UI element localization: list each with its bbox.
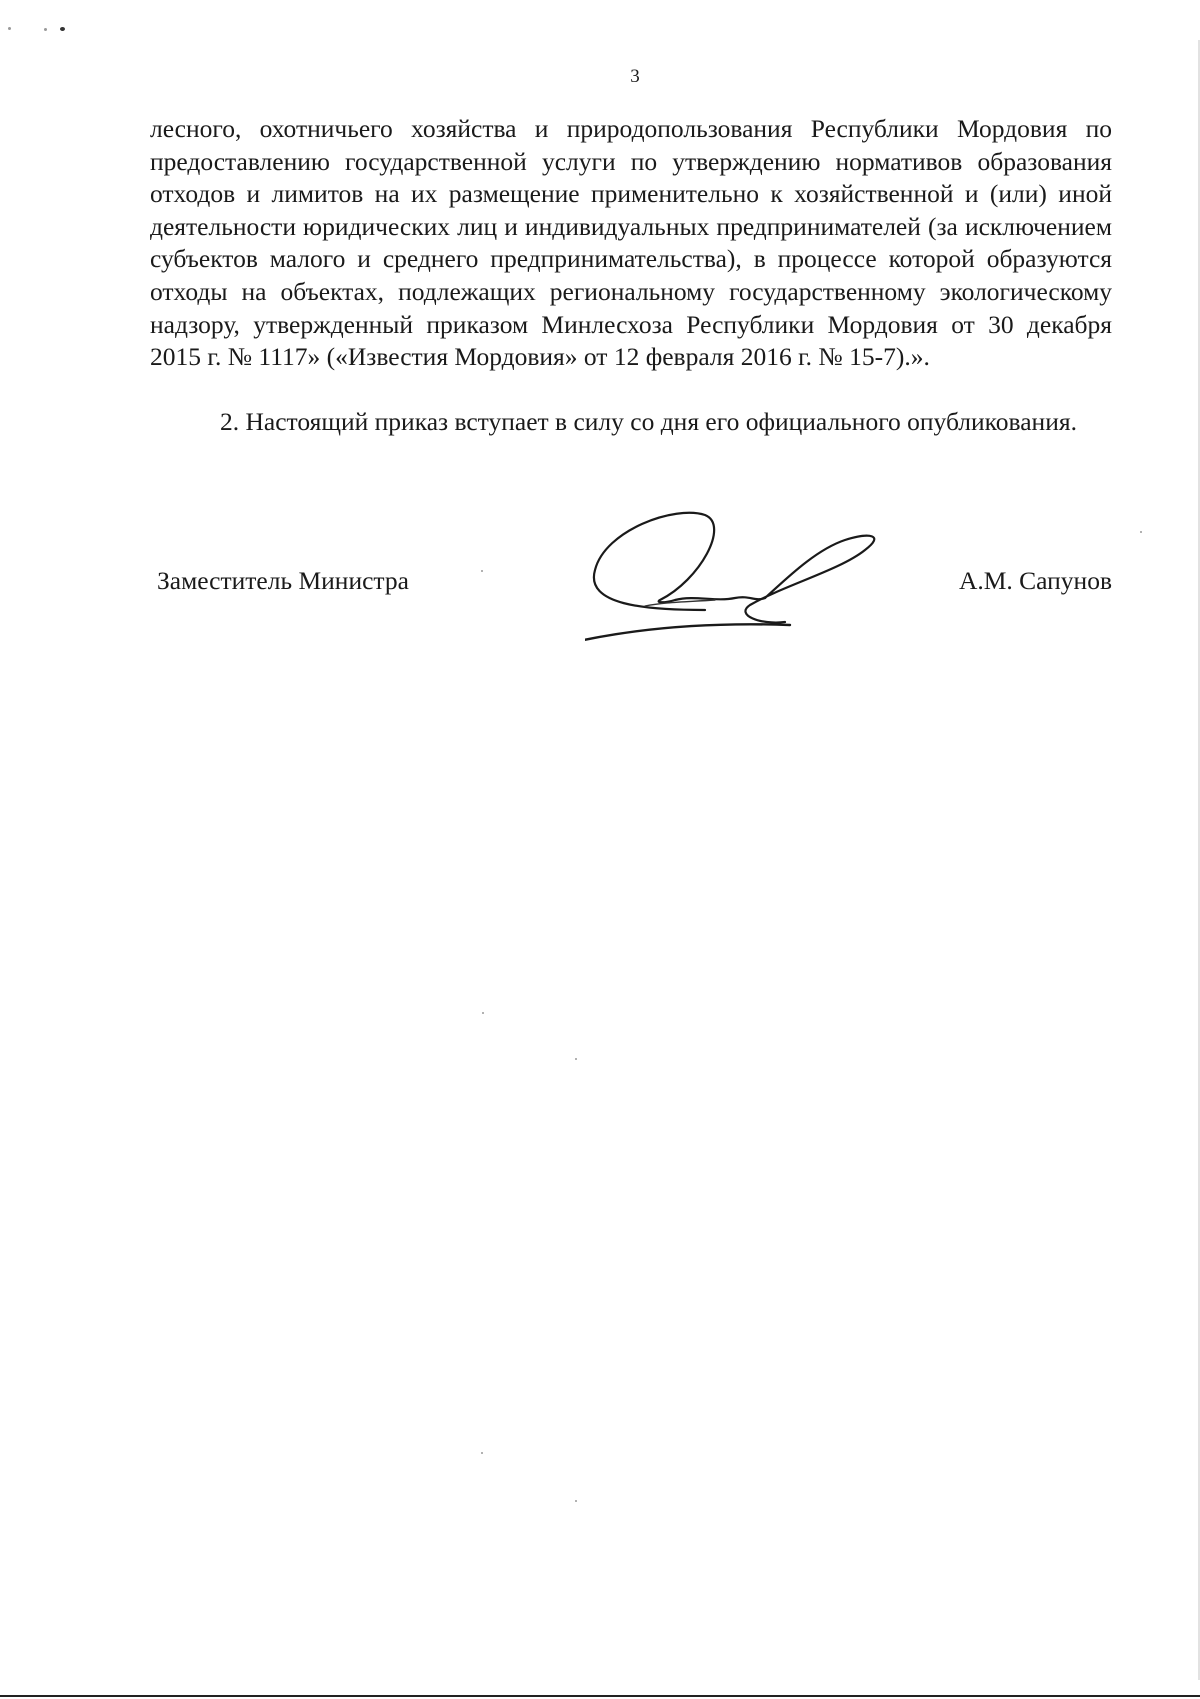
scan-speck	[8, 27, 11, 30]
body-paragraph-2: 2. Настоящий приказ вступает в силу со дня его официального опубликования.	[220, 407, 1077, 436]
scan-speck	[60, 27, 65, 31]
scan-edge-bottom	[0, 1695, 1200, 1697]
scan-speck	[575, 1058, 577, 1060]
scan-speck	[481, 1452, 483, 1454]
handwritten-signature	[585, 510, 925, 660]
body-paragraph-1: лесного, охотничьего хозяйства и природопользования Республики Мордовия по предоставлению государственной услуги по утверждению нормативов образования отходов и лимитов на их размещение применительно к хозяйственной и (или) иной деятельности юридических лиц и индивидуальных предпринимателей (за исключением субъектов малого и среднего предпринимательства), в процессе которой образуются отходы на объектах, подлежащих региональному государственному экологическому надзору, утвержденный приказом Минлесхоза Республики Мордовия от 30 декабря 2015 г. № 1117» («Известия Мордовия» от 12 февраля 2016 г. № 15-7).».	[150, 114, 1112, 372]
signatory-name: А.М. Сапунов	[958, 566, 1112, 595]
scan-speck	[44, 28, 47, 31]
page-number: 3	[630, 66, 640, 87]
scan-speck	[1140, 531, 1142, 533]
scan-speck	[482, 1012, 484, 1014]
scan-speck	[575, 1500, 577, 1502]
signatory-position: Заместитель Министра	[157, 566, 409, 595]
scan-speck	[481, 570, 483, 572]
